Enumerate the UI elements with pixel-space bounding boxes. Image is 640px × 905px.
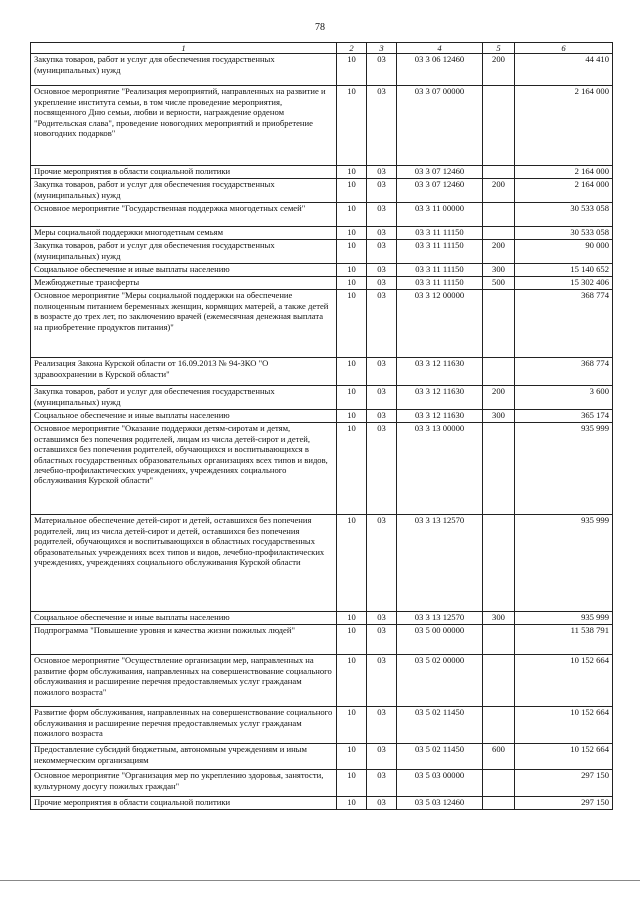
row-csr: 03 5 03 00000 bbox=[397, 770, 483, 797]
row-name: Предоставление субсидий бюджетным, автономным учреждениям и иным некоммерческим организациям bbox=[31, 744, 337, 770]
row-csr: 03 5 02 11450 bbox=[397, 707, 483, 744]
table-row bbox=[31, 770, 613, 797]
row-pr: 03 bbox=[367, 54, 397, 86]
row-vr: 200 bbox=[483, 386, 515, 410]
row-rz: 10 bbox=[337, 423, 367, 515]
row-name: Социальное обеспечение и иные выплаты населению bbox=[31, 612, 337, 625]
row-vr: 200 bbox=[483, 179, 515, 203]
row-csr: 03 3 12 11630 bbox=[397, 410, 483, 423]
row-csr: 03 5 03 12460 bbox=[397, 797, 483, 810]
row-vr bbox=[483, 655, 515, 707]
row-rz: 10 bbox=[337, 240, 367, 264]
row-rz: 10 bbox=[337, 410, 367, 423]
row-name: Реализация Закона Курской области от 16.09.2013 № 94-ЗКО "О здравоохранении в Курской области" bbox=[31, 358, 337, 386]
row-sum: 30 533 058 bbox=[515, 203, 613, 227]
row-rz: 10 bbox=[337, 290, 367, 358]
table-row bbox=[31, 166, 613, 179]
row-csr: 03 3 11 11150 bbox=[397, 240, 483, 264]
budget-table bbox=[30, 42, 613, 810]
page-bottom-rule bbox=[0, 880, 640, 881]
row-name: Закупка товаров, работ и услуг для обеспечения государственных (муниципальных) нужд bbox=[31, 179, 337, 203]
row-csr: 03 5 00 00000 bbox=[397, 625, 483, 655]
row-vr bbox=[483, 290, 515, 358]
row-vr bbox=[483, 166, 515, 179]
row-csr: 03 3 06 12460 bbox=[397, 54, 483, 86]
row-pr: 03 bbox=[367, 264, 397, 277]
row-vr bbox=[483, 86, 515, 166]
row-vr bbox=[483, 707, 515, 744]
header-cell-name: 1 bbox=[31, 43, 337, 54]
row-rz: 10 bbox=[337, 54, 367, 86]
row-name: Закупка товаров, работ и услуг для обеспечения государственных (муниципальных) нужд bbox=[31, 386, 337, 410]
row-sum: 935 999 bbox=[515, 515, 613, 612]
row-rz: 10 bbox=[337, 358, 367, 386]
row-csr: 03 3 11 00000 bbox=[397, 203, 483, 227]
row-pr: 03 bbox=[367, 179, 397, 203]
row-sum: 15 140 652 bbox=[515, 264, 613, 277]
row-sum: 10 152 664 bbox=[515, 744, 613, 770]
row-pr: 03 bbox=[367, 277, 397, 290]
row-pr: 03 bbox=[367, 515, 397, 612]
row-name: Подпрограмма "Повышение уровня и качества жизни пожилых людей" bbox=[31, 625, 337, 655]
row-csr: 03 3 13 12570 bbox=[397, 612, 483, 625]
row-name: Социальное обеспечение и иные выплаты населению bbox=[31, 264, 337, 277]
row-sum: 368 774 bbox=[515, 358, 613, 386]
row-rz: 10 bbox=[337, 203, 367, 227]
row-rz: 10 bbox=[337, 86, 367, 166]
row-csr: 03 3 07 12460 bbox=[397, 179, 483, 203]
row-name: Закупка товаров, работ и услуг для обеспечения государственных (муниципальных) нужд bbox=[31, 54, 337, 86]
header-cell-rz: 2 bbox=[337, 43, 367, 54]
row-rz: 10 bbox=[337, 179, 367, 203]
row-name: Основное мероприятие "Организация мер по укреплению здоровья, занятости, культурному досугу пожилых граждан" bbox=[31, 770, 337, 797]
row-pr: 03 bbox=[367, 625, 397, 655]
row-rz: 10 bbox=[337, 655, 367, 707]
row-vr: 300 bbox=[483, 264, 515, 277]
row-pr: 03 bbox=[367, 240, 397, 264]
row-rz: 10 bbox=[337, 515, 367, 612]
row-rz: 10 bbox=[337, 386, 367, 410]
table-row bbox=[31, 612, 613, 625]
row-sum: 2 164 000 bbox=[515, 179, 613, 203]
row-csr: 03 3 12 11630 bbox=[397, 358, 483, 386]
row-csr: 03 3 13 00000 bbox=[397, 423, 483, 515]
row-pr: 03 bbox=[367, 655, 397, 707]
row-pr: 03 bbox=[367, 86, 397, 166]
row-sum: 30 533 058 bbox=[515, 227, 613, 240]
row-csr: 03 3 11 11150 bbox=[397, 264, 483, 277]
header-cell-csr: 4 bbox=[397, 43, 483, 54]
row-name: Основное мероприятие "Государственная поддержка многодетных семей" bbox=[31, 203, 337, 227]
row-pr: 03 bbox=[367, 797, 397, 810]
table-row bbox=[31, 625, 613, 655]
row-rz: 10 bbox=[337, 227, 367, 240]
table-row bbox=[31, 203, 613, 227]
row-rz: 10 bbox=[337, 744, 367, 770]
row-name: Основное мероприятие "Реализация мероприятий, направленных на развитие и укрепление института семьи, в том числе проведение мероприятия, посвященного Дню семьи, любви и верности, награждение орденом "Родительская слава", проведение новогодних мероприятий и приобретение новогодних подарков" bbox=[31, 86, 337, 166]
row-vr bbox=[483, 515, 515, 612]
table-row bbox=[31, 410, 613, 423]
row-pr: 03 bbox=[367, 770, 397, 797]
table-row bbox=[31, 54, 613, 86]
table-row bbox=[31, 655, 613, 707]
row-csr: 03 3 12 00000 bbox=[397, 290, 483, 358]
row-csr: 03 5 02 00000 bbox=[397, 655, 483, 707]
row-vr: 500 bbox=[483, 277, 515, 290]
table-row bbox=[31, 797, 613, 810]
table-row bbox=[31, 264, 613, 277]
row-sum: 90 000 bbox=[515, 240, 613, 264]
row-name: Основное мероприятие "Осуществление организации мер, направленных на развитие форм обслуживания, направленных на совершенствование социального обслуживания и расширение перечня предоставляемых услуг гражданам пожилого возраста" bbox=[31, 655, 337, 707]
row-vr: 200 bbox=[483, 240, 515, 264]
row-vr bbox=[483, 797, 515, 810]
row-name: Меры социальной поддержки многодетным семьям bbox=[31, 227, 337, 240]
table-header-row bbox=[31, 43, 613, 54]
row-vr bbox=[483, 625, 515, 655]
header-cell-sum: 6 bbox=[515, 43, 613, 54]
row-vr bbox=[483, 227, 515, 240]
row-pr: 03 bbox=[367, 707, 397, 744]
row-name: Основное мероприятие "Оказание поддержки детям-сиротам и детям, оставшимся без попечения родителей, лицам из числа детей-сирот и детей, оставшихся без попечения родителей, обучающихся и воспитывающихся в областных государственных образовательных организациях всех типов и видов, лечебно-профилактических учреждениях, учреждениях социального обслуживания Курской области" bbox=[31, 423, 337, 515]
row-vr: 300 bbox=[483, 612, 515, 625]
row-sum: 11 538 791 bbox=[515, 625, 613, 655]
row-pr: 03 bbox=[367, 290, 397, 358]
row-csr: 03 3 11 11150 bbox=[397, 277, 483, 290]
table-row bbox=[31, 179, 613, 203]
row-rz: 10 bbox=[337, 770, 367, 797]
row-name: Межбюджетные трансферты bbox=[31, 277, 337, 290]
row-pr: 03 bbox=[367, 423, 397, 515]
row-name: Закупка товаров, работ и услуг для обеспечения государственных (муниципальных) нужд bbox=[31, 240, 337, 264]
row-rz: 10 bbox=[337, 264, 367, 277]
row-name: Материальное обеспечение детей-сирот и детей, оставшихся без попечения родителей, лиц из числа детей-сирот и детей, оставшихся без попечения родителей, обучающихся и воспитывающихся в областных государственных образовательных учреждениях всех типов и видов, лечебно-профилактических учреждениях, учреждениях социального обслуживания Курской области bbox=[31, 515, 337, 612]
row-sum: 2 164 000 bbox=[515, 86, 613, 166]
row-vr bbox=[483, 203, 515, 227]
row-sum: 44 410 bbox=[515, 54, 613, 86]
row-pr: 03 bbox=[367, 386, 397, 410]
row-sum: 365 174 bbox=[515, 410, 613, 423]
table-row bbox=[31, 707, 613, 744]
row-pr: 03 bbox=[367, 744, 397, 770]
row-name: Прочие мероприятия в области социальной политики bbox=[31, 797, 337, 810]
row-pr: 03 bbox=[367, 166, 397, 179]
table-row bbox=[31, 744, 613, 770]
row-rz: 10 bbox=[337, 707, 367, 744]
row-csr: 03 3 07 12460 bbox=[397, 166, 483, 179]
table-row bbox=[31, 86, 613, 166]
header-cell-pr: 3 bbox=[367, 43, 397, 54]
row-sum: 15 302 406 bbox=[515, 277, 613, 290]
table-row bbox=[31, 290, 613, 358]
row-sum: 10 152 664 bbox=[515, 655, 613, 707]
row-vr: 200 bbox=[483, 54, 515, 86]
row-pr: 03 bbox=[367, 227, 397, 240]
row-sum: 10 152 664 bbox=[515, 707, 613, 744]
row-name: Развитие форм обслуживания, направленных на совершенствование социального обслуживания и расширение перечня предоставляемых услуг гражданам пожилого возраста bbox=[31, 707, 337, 744]
row-rz: 10 bbox=[337, 166, 367, 179]
row-csr: 03 3 12 11630 bbox=[397, 386, 483, 410]
row-rz: 10 bbox=[337, 797, 367, 810]
row-rz: 10 bbox=[337, 612, 367, 625]
row-name: Социальное обеспечение и иные выплаты населению bbox=[31, 410, 337, 423]
table-row bbox=[31, 358, 613, 386]
row-csr: 03 3 07 00000 bbox=[397, 86, 483, 166]
table-row bbox=[31, 277, 613, 290]
row-vr bbox=[483, 770, 515, 797]
table-row bbox=[31, 386, 613, 410]
row-sum: 297 150 bbox=[515, 797, 613, 810]
row-sum: 935 999 bbox=[515, 423, 613, 515]
row-sum: 935 999 bbox=[515, 612, 613, 625]
row-pr: 03 bbox=[367, 358, 397, 386]
table-row bbox=[31, 515, 613, 612]
row-name: Прочие мероприятия в области социальной политики bbox=[31, 166, 337, 179]
row-pr: 03 bbox=[367, 203, 397, 227]
page-number: 78 bbox=[315, 22, 325, 33]
row-sum: 3 600 bbox=[515, 386, 613, 410]
row-vr bbox=[483, 423, 515, 515]
row-vr: 300 bbox=[483, 410, 515, 423]
row-vr bbox=[483, 358, 515, 386]
row-rz: 10 bbox=[337, 277, 367, 290]
row-pr: 03 bbox=[367, 612, 397, 625]
row-csr: 03 5 02 11450 bbox=[397, 744, 483, 770]
row-pr: 03 bbox=[367, 410, 397, 423]
table-row bbox=[31, 240, 613, 264]
header-cell-vr: 5 bbox=[483, 43, 515, 54]
row-name: Основное мероприятие "Меры социальной поддержки на обеспечение полноценным питанием беременных женщин, кормящих матерей, а также детей в возрасте до трех лет, по заключению врачей (ежемесячная денежная выплата на приобретение продуктов питания)" bbox=[31, 290, 337, 358]
table-row bbox=[31, 423, 613, 515]
row-csr: 03 3 11 11150 bbox=[397, 227, 483, 240]
row-sum: 297 150 bbox=[515, 770, 613, 797]
table-row bbox=[31, 227, 613, 240]
row-vr: 600 bbox=[483, 744, 515, 770]
row-csr: 03 3 13 12570 bbox=[397, 515, 483, 612]
row-sum: 2 164 000 bbox=[515, 166, 613, 179]
row-sum: 368 774 bbox=[515, 290, 613, 358]
row-rz: 10 bbox=[337, 625, 367, 655]
